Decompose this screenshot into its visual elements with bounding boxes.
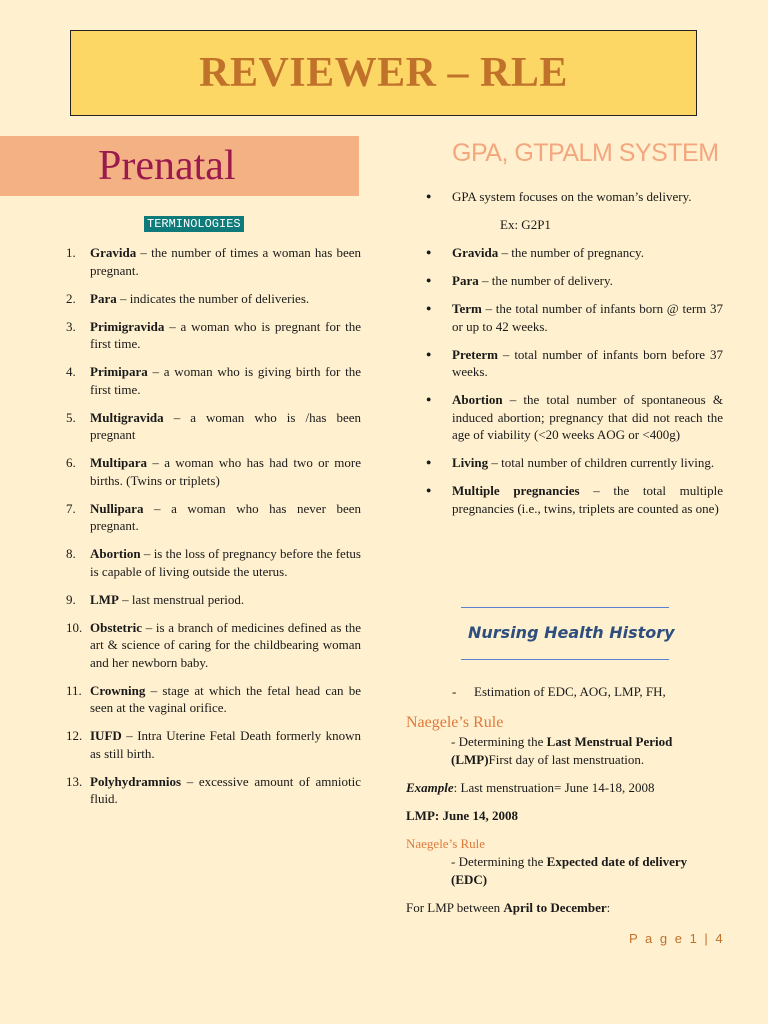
gpa-item (426, 391, 723, 444)
terminology-item (66, 545, 361, 580)
gpa-item-text (452, 244, 723, 262)
terminology-item (66, 773, 361, 808)
terminology-item (66, 290, 361, 308)
item-term: Abortion (90, 546, 141, 561)
item-number: 10. (66, 619, 83, 635)
terminology-item (66, 682, 361, 717)
prenatal-band (0, 136, 359, 196)
item-term: Multipara (90, 455, 148, 470)
terminology-item (66, 363, 361, 398)
item-term: Polyhydramnios (90, 773, 182, 789)
example-label: Example (406, 780, 454, 795)
item-definition: – a woman who is giving birth for the first time. (90, 364, 361, 397)
item-text (90, 244, 361, 279)
item-text (90, 682, 361, 717)
gpa-intro-text: GPA system focuses on the woman’s delivery. (452, 189, 692, 204)
naegele-2-bold: Expected date of delivery (EDC) (451, 854, 688, 887)
item-number: 6. (66, 455, 76, 470)
gpa-example-item (426, 216, 723, 234)
gpa-item (426, 300, 723, 335)
gpa-item-text (452, 272, 723, 290)
gpa-item-term: Term (452, 301, 482, 316)
gpa-item-text (452, 300, 723, 335)
example-line (406, 779, 724, 797)
gpa-item-term: Preterm (452, 346, 498, 362)
for-lmp-pre: For LMP between (406, 900, 504, 915)
gpa-item-definition: – the total multiple pregnancies (i.e., twins, triplets are counted as one) (452, 483, 723, 516)
gpa-item-definition: – total number of infants born before 37 weeks. (452, 346, 723, 379)
for-lmp-bold: April to December (503, 900, 607, 915)
gpa-item-definition: – the total number of spontaneous & induced abortion; pregnancy that did not reach the age of viability (<20 weeks AOG or <400g) (452, 392, 723, 442)
terminology-item (66, 409, 361, 444)
terminologies-label: TERMINOLOGIES (144, 216, 244, 232)
terminology-item (66, 619, 361, 672)
item-number: 3. (66, 318, 76, 334)
gpa-item-definition: – the number of delivery. (478, 273, 613, 288)
item-text (90, 727, 361, 762)
terminology-item (66, 591, 361, 609)
item-text (90, 500, 361, 535)
bullet-icon: ● (426, 457, 432, 467)
for-lmp-line (406, 899, 724, 917)
gpa-item-term: Abortion (452, 392, 503, 407)
item-term: IUFD (90, 728, 122, 743)
bullet-icon: ● (426, 485, 432, 495)
item-term: Crowning (90, 682, 146, 698)
item-definition: – last menstrual period. (118, 591, 245, 607)
gpa-item-text (452, 454, 723, 472)
bullet-icon: ● (426, 394, 432, 404)
gpa-item-term: Living (452, 455, 489, 470)
page-number: P a g e 1 | 4 (629, 931, 725, 946)
item-number: 11. (66, 682, 82, 698)
item-text (90, 409, 361, 444)
item-text (90, 290, 361, 308)
item-term: Primigravida (90, 318, 165, 334)
item-number: 5. (66, 409, 76, 425)
estimation-text: Estimation of EDC, AOG, LMP, FH, (474, 684, 666, 699)
naegele-rule-title-1: Naegele’s Rule (406, 714, 504, 731)
gpa-item (426, 346, 723, 381)
divider-bottom (461, 659, 669, 660)
item-number: 12. (66, 728, 83, 743)
nursing-health-history-title: Nursing Health History (468, 623, 675, 642)
gpa-item-definition: – total number of children currently living. (488, 455, 715, 470)
item-term: LMP (90, 591, 119, 607)
gpa-item (426, 272, 723, 290)
terminology-item (66, 318, 361, 353)
item-definition: – a woman who is /has been pregnant (90, 409, 361, 442)
gpa-item (426, 454, 723, 472)
bullet-icon: ● (426, 275, 432, 285)
item-number: 8. (66, 546, 76, 561)
item-number: 1. (66, 245, 76, 260)
gpa-item-text (452, 482, 723, 517)
page-title: REVIEWER – RLE (199, 50, 568, 96)
item-term: Primipara (90, 364, 148, 379)
item-text (90, 591, 361, 609)
terminology-list (66, 244, 361, 818)
item-text (90, 773, 361, 808)
naegele-1-post: First day of last menstruation. (488, 752, 645, 767)
gpa-item-text (452, 346, 723, 381)
naegele-2-line (406, 853, 724, 889)
naegele-2-pre: - Determining the (451, 854, 547, 869)
item-definition: – a woman who is pregnant for the first time. (90, 318, 361, 351)
item-definition: – is a branch of medicines defined as the art & science of caring for the childbearing woman and her newborn baby. (90, 619, 361, 670)
item-term: Gravida (90, 245, 137, 260)
item-text (90, 363, 361, 398)
naegele-1-line (406, 733, 724, 769)
item-number: 9. (66, 591, 76, 607)
example-text: : Last menstruation= June 14-18, 2008 (453, 780, 655, 795)
lmp-line: LMP: June 14, 2008 (406, 808, 518, 823)
bullet-icon: ● (426, 247, 432, 257)
item-definition: – Intra Uterine Fetal Death formerly known as still birth. (90, 728, 361, 761)
item-term: Obstetric (90, 619, 142, 635)
gpa-item-term: Para (452, 273, 479, 288)
naegele-block-1 (406, 713, 724, 769)
item-text (90, 454, 361, 489)
naegele-block-2 (406, 835, 724, 889)
item-text (90, 619, 361, 672)
item-term: Multigravida (90, 409, 164, 425)
item-definition: – excessive amount of amniotic fluid. (90, 773, 361, 806)
gpa-section-title: GPA, GTPALM SYSTEM (452, 139, 719, 167)
naegele-1-pre: - Determining the (451, 734, 547, 749)
item-definition: – the number of times a woman has been pregnant. (90, 245, 361, 278)
terminology-item (66, 454, 361, 489)
item-text (90, 545, 361, 580)
terminology-item (66, 244, 361, 279)
naegele-rule-title-2: Naegele’s Rule (406, 836, 486, 851)
item-definition: – indicates the number of deliveries. (116, 290, 310, 306)
bullet-icon: ● (426, 303, 432, 313)
gpa-item (426, 244, 723, 262)
bullet-icon: ● (426, 191, 432, 201)
gpa-item-text (452, 391, 723, 444)
bullet-icon: ● (426, 348, 432, 359)
gpa-item (426, 482, 723, 517)
item-term: Nullipara (90, 500, 144, 516)
item-number: 2. (66, 290, 76, 306)
gpa-example-text: Ex: G2P1 (500, 217, 551, 232)
item-term: Para (90, 290, 117, 306)
gpa-item-term: Multiple pregnancies (452, 483, 580, 498)
item-text (90, 318, 361, 353)
item-definition: – a woman who has had two or more births. (Twins or triplets) (90, 455, 361, 488)
terminology-item (66, 500, 361, 535)
item-number: 7. (66, 500, 76, 516)
gpa-item-definition: – the number of pregnancy. (498, 245, 644, 260)
section-title-prenatal: Prenatal (98, 143, 236, 189)
terminology-item (66, 727, 361, 762)
gpa-list (426, 188, 723, 528)
gpa-item-term: Gravida (452, 245, 499, 260)
item-number: 13. (66, 773, 83, 789)
item-definition: – a woman who has never been pregnant. (90, 500, 361, 533)
naegele-1-bold: Last Menstrual Period (LMP) (451, 734, 673, 767)
item-number: 4. (66, 364, 76, 379)
divider-top (461, 607, 669, 608)
estimation-item (452, 684, 666, 700)
dash-icon: - (452, 684, 457, 699)
gpa-item-definition: – the total number of infants born @ term 37 or up to 42 weeks. (452, 301, 723, 334)
item-definition: – stage at which the fetal head can be seen at the vaginal orifice. (90, 682, 361, 715)
item-definition: – is the loss of pregnancy before the fetus is capable of living outside the uterus. (90, 546, 361, 579)
title-box (70, 30, 697, 116)
for-lmp-post: : (606, 900, 611, 915)
gpa-intro-item (426, 188, 723, 206)
